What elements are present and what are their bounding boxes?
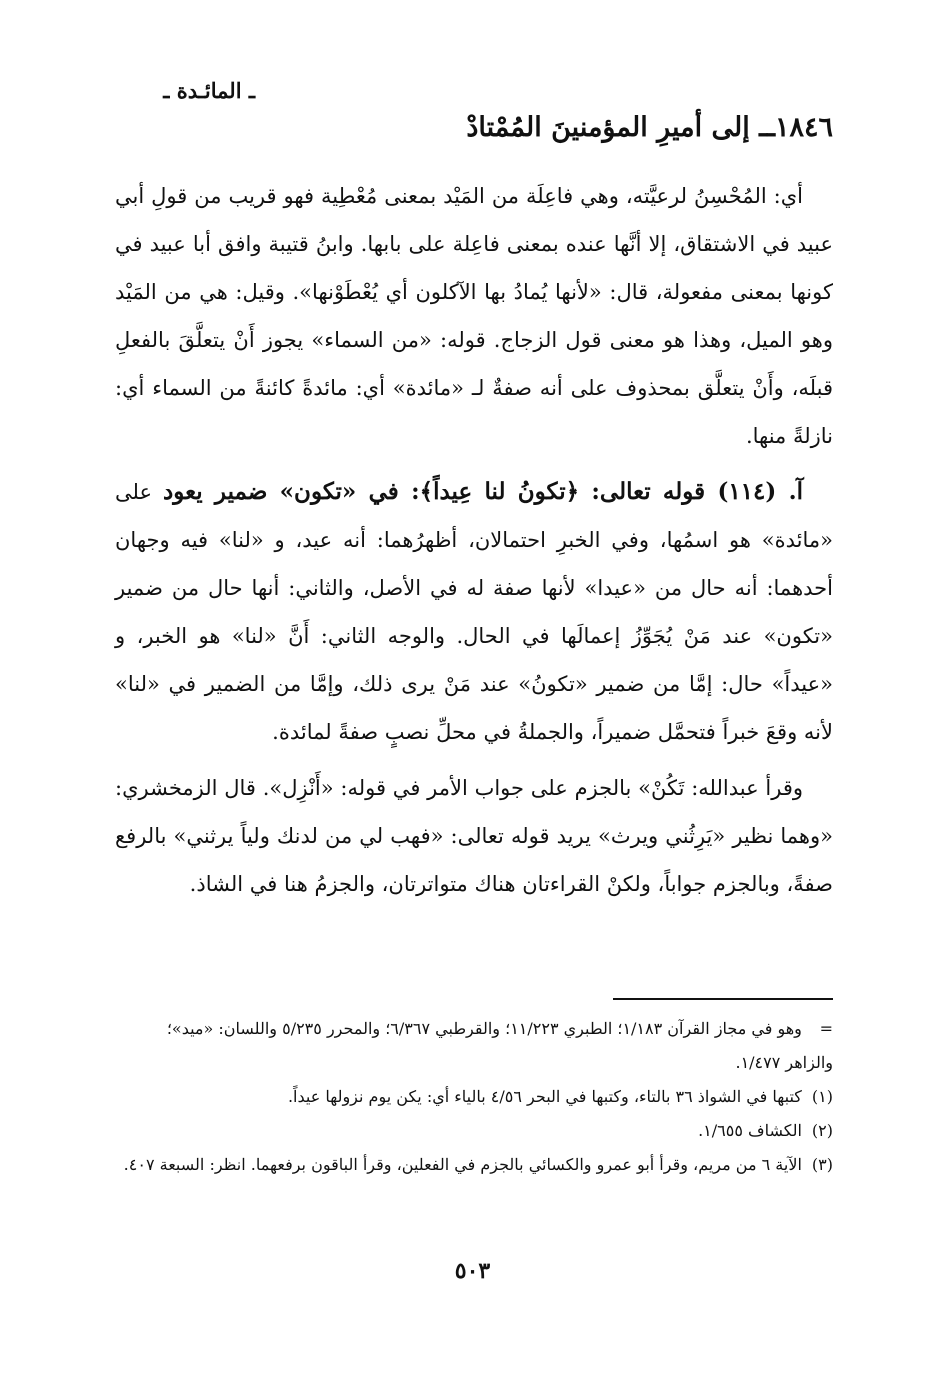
page-number: ٥٠٣: [454, 1258, 491, 1284]
running-head: ـ المائـدة ـ: [163, 78, 255, 103]
footnote-divider: [613, 998, 833, 1000]
paragraph-verse-114: [115, 468, 833, 756]
footnote-mark: =: [819, 1019, 833, 1038]
footnote-1: [115, 1080, 833, 1114]
footnote-continuation: [115, 1012, 833, 1080]
paragraph-verse-114-text: على «مائدة» هو اسمُها، وفي الخبرِ احتمالان، أظهرُهما: أنه عيد، و «لنا» فيه وجهان أحدهما: أنه حال من «عيدا» لأنها صفة له في الأصل، والثاني: أنها حال من ضمير «تكون» عند مَنْ يُجَوِّزُ إعمالَها في الحال. والوجه الثاني: أَنَّ «لنا» هو الخبر، و «عيداً» حال: إمَّا من ضمير «تكونُ» عند مَنْ يرى ذلك، وإمَّا من الضمير في «لنا» لأنه وقعَ خبراً فتحمَّل ضميراً، والجملةُ في محلِّ نصبٍ صفةً لمائدة.: [115, 480, 833, 744]
paragraph-commentary: أي: المُحْسِنُ لرعيَّته، وهي فاعِلَة من المَيْد بمعنى مُعْطِية فهو قريب من قولِ أبي عبيد في الاشتقاق، إلا أنَّها عنده بمعنى فاعِلة على بابها. وابنُ قتيبة وافق أبا عبيد في كونها بمعنى مفعولة، قال: «لأنها يُمادُ بها الآكلون أي يُعْطَوْنها». وقيل: هي من المَيْد وهو الميل، وهذا هو معنى قول الزجاج. قوله: «من السماء» يجوز أَنْ يتعلَّقَ بالفعلِ قبلَه، وأَنْ يتعلَّق بمحذوف على أنه صفةٌ لـ «مائدة» أي: مائدةً كائنةً من السماء أي: نازلةً منها.: [115, 184, 833, 448]
verse-reference: آ. (١١٤) قوله تعالى: ﴿تكونُ لنا عِيداً﴾: في «تكون» ضمير يعود: [162, 478, 803, 505]
footnote-2: [115, 1114, 833, 1148]
footnote-mark: (٢): [811, 1121, 833, 1140]
footnote-text: وهو في مجاز القرآن ١/١٨٣؛ الطبري ١١/٢٢٣؛ والقرطبي ٦/٣٦٧؛ والمحرر ٥/٢٣٥ واللسان: «ميد»؛ والزاهر ١/٤٧٧.: [166, 1019, 833, 1072]
paragraph-readings: وقرأ عبدالله: تَكُنْ» بالجزم على جواب الأمر في قوله: «أَنْزِل». قال الزمخشري: «وهما نظير «يَرِثُني ويرث» يريد قوله تعالى: «فهب لي من لدنك ولياً يرثني» بالرفع صفةً، وبالجزم جواباً، ولكنْ القراءتان هناك متواترتان، والجزمُ هنا في الشاذ.: [115, 776, 833, 896]
verse-heading: ١٨٤٦ــ إلى أميرِ المؤمنينَ المُمْتادْ: [466, 112, 833, 143]
footnote-text: الكشاف ١/٦٥٥.: [698, 1121, 802, 1140]
footnote-text: الآية ٦ من مريم، وقرأ أبو عمرو والكسائي بالجزم في الفعلين، وقرأ الباقون برفعهما. انظر: السبعة ٤٠٧.: [123, 1155, 802, 1174]
footnote-mark: (٣): [811, 1155, 833, 1174]
footnote-mark: (١): [811, 1087, 833, 1106]
footnotes: [115, 1012, 833, 1182]
footnote-text: كتبها في الشواذ ٣٦ بالتاء، وكتبها في البحر ٤/٥٦ بالياء أي: يكن يوم نزولها عيداً.: [287, 1087, 802, 1106]
footnote-3: [115, 1148, 833, 1182]
main-text: [115, 172, 833, 916]
